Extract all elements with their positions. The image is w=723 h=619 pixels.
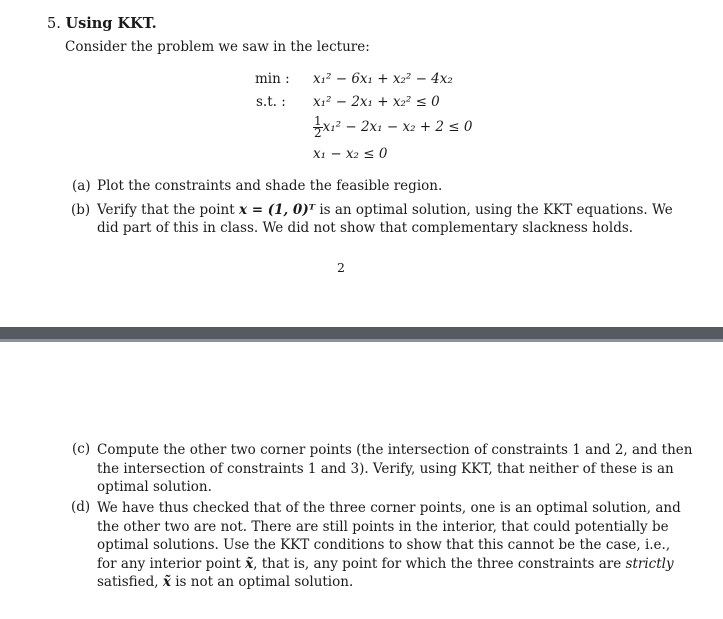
part-d-line: satisfied, x̃ is not an optimal solution. xyxy=(97,574,354,590)
constraint-3: x₁ − x₂ ≤ 0 xyxy=(313,146,388,162)
part-c-line: the intersection of constraints 1 and 3). Verify, using KKT, that neither of these is an xyxy=(97,460,674,477)
min-label: min : xyxy=(255,71,290,87)
constraint-1: x₁² − 2x₁ + x₂² ≤ 0 xyxy=(313,94,440,110)
part-b-line-2: did part of this in class. We did not show that complementary slackness holds. xyxy=(97,220,634,236)
part-d-line: for any interior point x̃, that is, any point for which the three constraints are strictly xyxy=(97,555,674,572)
page-number: 2 xyxy=(337,260,345,275)
part-a-text: Plot the constraints and shade the feasible region. xyxy=(97,178,443,194)
fraction-one-half: $\frac{1}{2}$ xyxy=(314,114,322,140)
emphasis-strictly: strictly xyxy=(625,555,674,572)
optimal-point: x = (1, 0)ᵀ xyxy=(238,202,316,218)
part-d-line: the other two are not. There are still points in the interior, that could potentially be xyxy=(97,518,669,535)
constraint-2-expression: x₁² − 2x₁ − x₂ + 2 ≤ 0 xyxy=(322,119,473,135)
page-separator-top xyxy=(0,327,723,339)
part-c-line: optimal solution. xyxy=(97,479,212,495)
part-d-line: We have thus checked that of the three corner points, one is an optimal solution, and xyxy=(97,500,681,516)
problem-number: 5. xyxy=(47,16,61,32)
problem-title: Using KKT. xyxy=(65,15,157,32)
part-d-line: optimal solutions. Use the KKT conditions to show that this cannot be the case, i.e., xyxy=(97,537,671,553)
part-c-text xyxy=(97,441,692,497)
part-b-line-1: Verify that the point x = (1, 0)ᵀ is an optimal solution, using the KKT equations. We xyxy=(97,202,673,218)
problem-heading xyxy=(47,15,157,32)
part-d-label: (d) xyxy=(71,499,91,515)
part-c-line: Compute the other two corner points (the intersection of constraints 1 and 2, and then xyxy=(97,442,693,458)
part-d-text xyxy=(97,499,681,592)
part-c-label: (c) xyxy=(72,441,91,457)
page-separator-bottom xyxy=(0,339,723,342)
objective-function: x₁² − 6x₁ + x₂² − 4x₂ xyxy=(313,71,453,87)
part-b-label: (b) xyxy=(71,202,91,218)
st-label: s.t. : xyxy=(256,94,286,110)
intro-text: Consider the problem we saw in the lecture: xyxy=(65,39,370,55)
part-a-label: (a) xyxy=(72,178,91,194)
constraint-2 xyxy=(313,116,472,139)
